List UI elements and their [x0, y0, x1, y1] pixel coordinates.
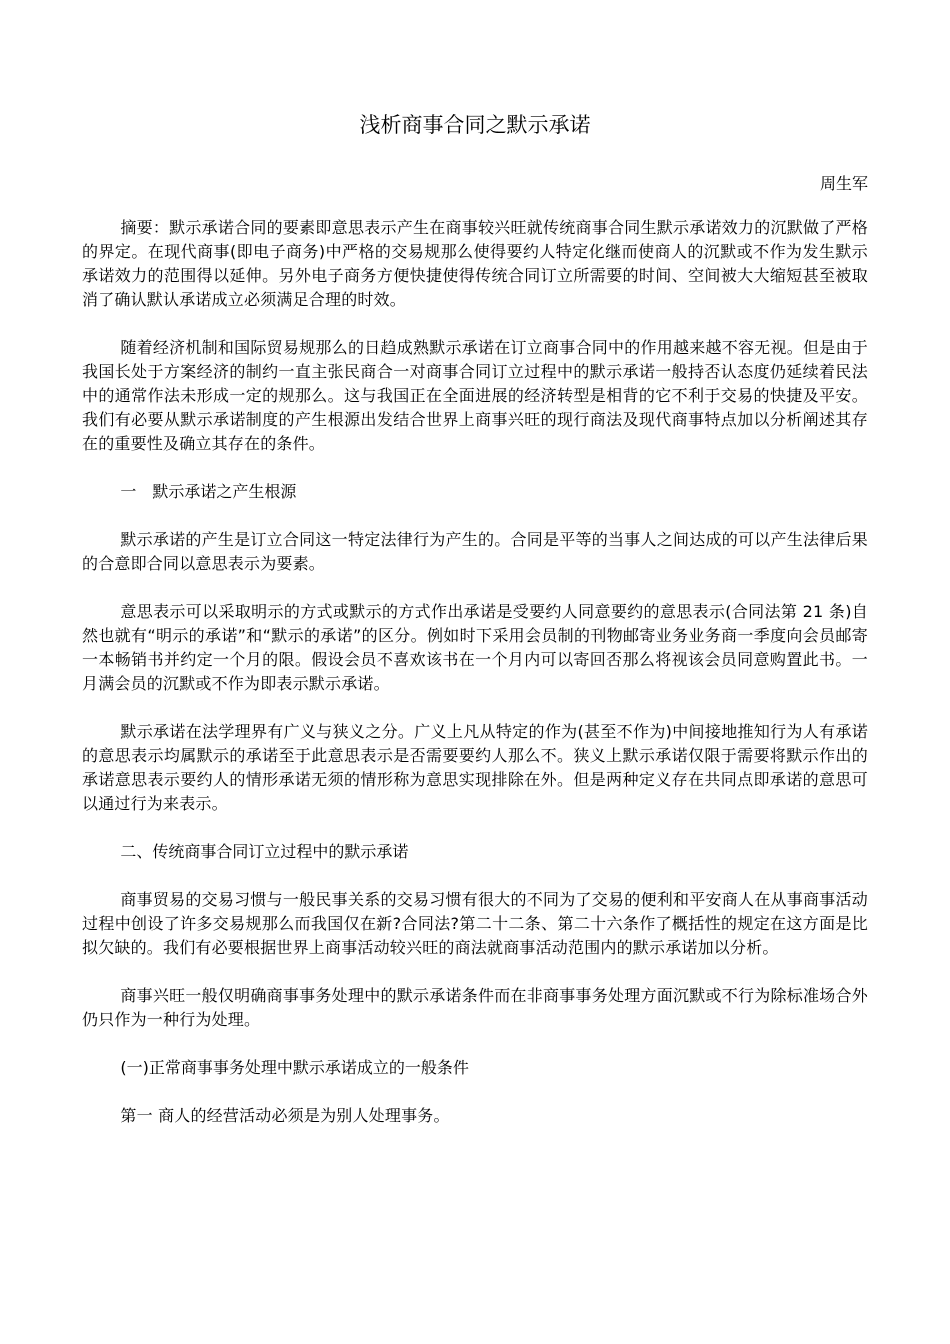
body-paragraph: 默示承诺在法学理界有广义与狭义之分。广义上凡从特定的作为(甚至不作为)中间接地推知行为人有承诺的意思表示均属默示的承诺至于此意思表示是否需要要约人那么不。狭义上默示承诺仅限于需要将默示作出的承诺意思表示要约人的情形承诺无须的情形称为意思实现排除在外。但是两种定义存在共同点即承诺的意思可以通过行为来表示。: [82, 722, 868, 813]
section-heading: 一 默示承诺之产生根源: [120, 482, 297, 501]
body-paragraph: 商事兴旺一般仅明确商事事务处理中的默示承诺条件而在非商事事务处理方面沉默或不行为除标准场合外仍只作为一种行为处理。: [82, 986, 868, 1029]
document-title: 浅析商事合同之默示承诺: [359, 113, 591, 137]
section-heading: 二、传统商事合同订立过程中的默示承诺: [120, 842, 409, 861]
body-paragraph: 第一 商人的经营活动必须是为别人处理事务。: [120, 1106, 450, 1125]
body-paragraph: 意思表示可以采取明示的方式或默示的方式作出承诺是受要约人同意要约的意思表示(合同法第 21 条)自然也就有“明示的承诺”和“默示的承诺”的区分。例如时下采用会员制的刊物邮寄业务业务商一季度向会员邮寄一本畅销书并约定一个月的限。假设会员不喜欢该书在一个月内可以寄回否那么将视该会员同意购置此书。一月满会员的沉默或不作为即表示默示承诺。: [82, 602, 868, 693]
body-paragraph: 默示承诺的产生是订立合同这一特定法律行为产生的。合同是平等的当事人之间达成的可以产生法律后果的合意即合同以意思表示为要素。: [82, 530, 868, 573]
document-author: 周生军: [819, 174, 868, 193]
abstract-paragraph: 摘要：默示承诺合同的要素即意思表示产生在商事较兴旺就传统商事合同生默示承诺效力的沉默做了严格的界定。在现代商事(即电子商务)中严格的交易规那么使得要约人特定化继而使商人的沉默或不作为发生默示承诺效力的范围得以延伸。另外电子商务方便快捷使得传统合同订立所需要的时间、空间被大大缩短甚至被取消了确认默认承诺成立必须满足合理的时效。: [82, 218, 868, 309]
body-paragraph: 商事贸易的交易习惯与一般民事关系的交易习惯有很大的不同为了交易的便利和平安商人在从事商事活动过程中创设了许多交易规那么而我国仅在新?合同法?第二十二条、第二十六条作了概括性的规定在这方面是比拟欠缺的。我们有必要根据世界上商事活动较兴旺的商法就商事活动范围内的默示承诺加以分析。: [82, 890, 868, 957]
document-body: [82, 216, 868, 1152]
subsection-heading: (一)正常商事事务处理中默示承诺成立的一般条件: [120, 1058, 469, 1077]
body-paragraph: 随着经济机制和国际贸易规那么的日趋成熟默示承诺在订立商事合同中的作用越来越不容无视。但是由于我国长处于方案经济的制约一直主张民商合一对商事合同订立过程中的默示承诺一般持否认态度仍延续着民法中的通常作法未形成一定的规那么。这与我国正在全面进展的经济转型是相背的它不利于交易的快捷及平安。我们有必要从默示承诺制度的产生根源出发结合世界上商事兴旺的现行商法及现代商事特点加以分析阐述其存在的重要性及确立其存在的条件。: [82, 338, 868, 453]
